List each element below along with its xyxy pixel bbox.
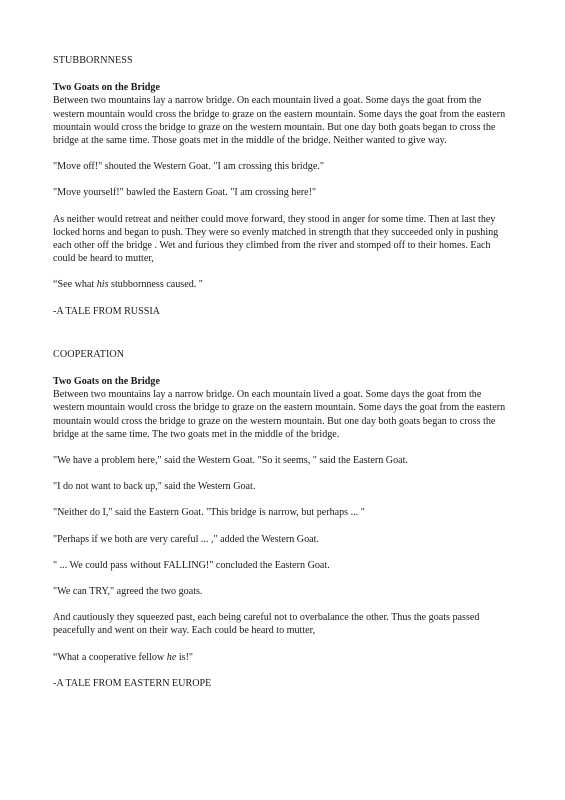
paragraph: "We have a problem here," said the Western Goat. "So it seems, " said the Eastern Goat. <box>53 455 408 467</box>
paragraph: "Move yourself!" bawled the Eastern Goat. "I am crossing here!" <box>53 187 317 199</box>
paragraph: And cautiously they squeezed past, each being careful not to overbalance the other. Thus the goats passed peacefully and went on their way. Each could be heard to mutter, <box>53 612 480 637</box>
section-spacer <box>53 331 513 348</box>
section-cooperation <box>53 348 513 690</box>
story-title: Two Goats on the Bridge <box>53 376 160 388</box>
quote-text: is!" <box>176 651 194 663</box>
document-page <box>53 54 513 703</box>
quote-text: “See what <box>53 279 97 291</box>
closing-quote <box>53 278 513 291</box>
paragraph: "I do not want to back up," said the Western Goat. <box>53 481 256 493</box>
section-heading: STUBBORNNESS <box>53 55 133 66</box>
quote-text: stubbornness caused. " <box>108 279 203 291</box>
quote-emphasis: his <box>96 279 109 291</box>
quote-emphasis: he <box>166 651 177 663</box>
paragraph: "Neither do I," said the Eastern Goat. "This bridge is narrow, but perhaps ... " <box>53 507 365 519</box>
story-intro-block <box>53 375 513 441</box>
attribution: -A TALE FROM RUSSIA <box>53 305 160 317</box>
paragraph: "We can TRY," agreed the two goats. <box>53 586 203 598</box>
paragraph: "Perhaps if we both are very careful ... ," added the Western Goat. <box>53 533 319 545</box>
paragraph: " ... We could pass without FALLING!" concluded the Eastern Goat. <box>53 559 330 571</box>
attribution: -A TALE FROM EASTERN EUROPE <box>53 677 212 689</box>
paragraph: "Move off!" shouted the Western Goat. "I am crossing this bridge." <box>53 161 324 173</box>
story-intro: Between two mountains lay a narrow bridge. On each mountain lived a goat. Some days the goat from the western mountain would cross the bridge to graze on the eastern mountain. Some days the goat from the eastern mountain would cross the bridge to graze on the western mountain. But one day both goats began to cross the bridge at the same time. Those goats met in the middle of the bridge. Neither wanted to give way. <box>53 95 506 147</box>
quote-text: “What a cooperative fellow <box>53 651 167 663</box>
section-heading: COOPERATION <box>53 348 125 360</box>
section-stubbornness <box>53 54 513 318</box>
story-intro-block <box>53 81 513 147</box>
story-title: Two Goats on the Bridge <box>53 82 160 94</box>
closing-quote <box>53 651 513 664</box>
paragraph: As neither would retreat and neither could move forward, they stood in anger for some time. Then at last they locked horns and began to push. They were so evenly matched in strength that they succeeded only in pushing each other off the bridge . Wet and furious they climbed from the river and stomped off to their homes. Each could be heard to mutter, <box>53 213 499 265</box>
story-intro: Between two mountains lay a narrow bridge. On each mountain lived a goat. Some days the goat from the western mountain would cross the bridge to graze on the eastern mountain. Some days the goat from the eastern mountain would cross the bridge to graze on the western mountain. But one day both goats began to cross the bridge at the same time. The two goats met in the middle of the bridge. <box>53 389 506 440</box>
